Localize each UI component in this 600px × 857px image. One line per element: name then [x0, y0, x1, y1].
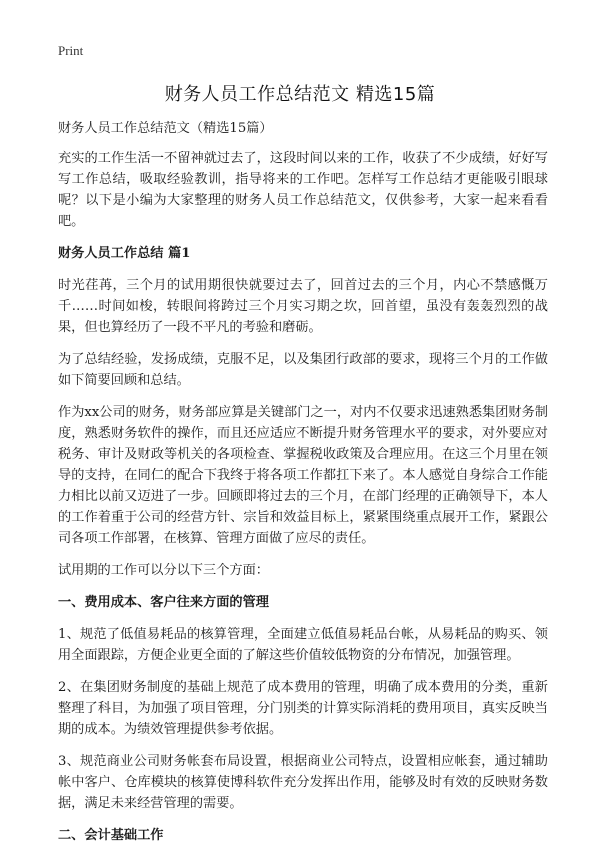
paragraph: 为了总结经验，发扬成绩，克服不足，以及集团行政部的要求，现将三个月的工作做如下简要回顾和总结。 — [58, 352, 548, 388]
page-title: 财务人员工作总结范文 精选15篇 — [164, 84, 436, 105]
section-heading: 财务人员工作总结 篇1 — [58, 246, 191, 261]
article-subtitle: 财务人员工作总结范文（精选15篇） — [58, 121, 273, 136]
article-body — [58, 118, 548, 857]
paragraph: 时光荏苒，三个月的试用期很快就要过去了，回首过去的三个月，内心不禁感慨万千……时间如梭，转眼间将跨过三个月实习期之坎，回首望，虽没有轰轰烈烈的战果，但也算经历了一段不平凡的考验和磨砺。 — [58, 278, 548, 335]
paragraph: 作为xx公司的财务，财务部应算是关键部门之一，对内不仅要求迅速熟悉集团财务制度，熟悉财务软件的操作，而且还应适应不断提升财务管理水平的要求，对外要应对税务、审计及财政等机关的各项检查、掌握税收政策及合理应用。在这三个月里在领导的支持，在同仁的配合下我终于将各项工作都扛下来了。本人感觉自身综合工作能力相比以前又迈进了一步。回顾即将过去的三个月，在部门经理的正确领导下，本人的工作着重于公司的经营方针、宗旨和效益目标上，紧紧围绕重点展开工作，紧跟公司各项工作部署，在核算、管理方面做了应尽的责任。 — [58, 405, 548, 546]
print-link[interactable]: Print — [58, 43, 84, 58]
intro-paragraph: 充实的工作生活一不留神就过去了，这段时间以来的工作，收获了不少成绩，好好写写工作总结，吸取经验教训，指导将来的工作吧。怎样写工作总结才更能吸引眼球呢？以下是小编为大家整理的财务人员工作总结范文，仅供参考，大家一起来看看吧。 — [58, 151, 548, 229]
paragraph: 试用期的工作可以分以下三个方面： — [58, 563, 269, 578]
list-item: 1、规范了低值易耗品的核算管理，全面建立低值易耗品台帐，从易耗品的购买、领用全面跟踪，方便企业更全面的了解这些价值较低物资的分布情况，加强管理。 — [58, 627, 548, 663]
subsection-heading: 二、会计基础工作 — [58, 828, 164, 843]
list-item: 2、在集团财务制度的基础上规范了成本费用的管理，明确了成本费用的分类，重新整理了科目，为加强了项目管理，分门别类的计算实际消耗的费用项目，真实反映当期的成本。为绩效管理提供参考依据。 — [58, 680, 548, 737]
subsection-heading: 一、费用成本、客户往来方面的管理 — [58, 595, 269, 610]
list-item: 3、规范商业公司财务帐套布局设置，根据商业公司特点，设置相应帐套，通过辅助帐中客户、仓库模块的核算使博科软件充分发挥出作用，能够及时有效的反映财务数据，满足未来经营管理的需要。 — [58, 754, 548, 811]
